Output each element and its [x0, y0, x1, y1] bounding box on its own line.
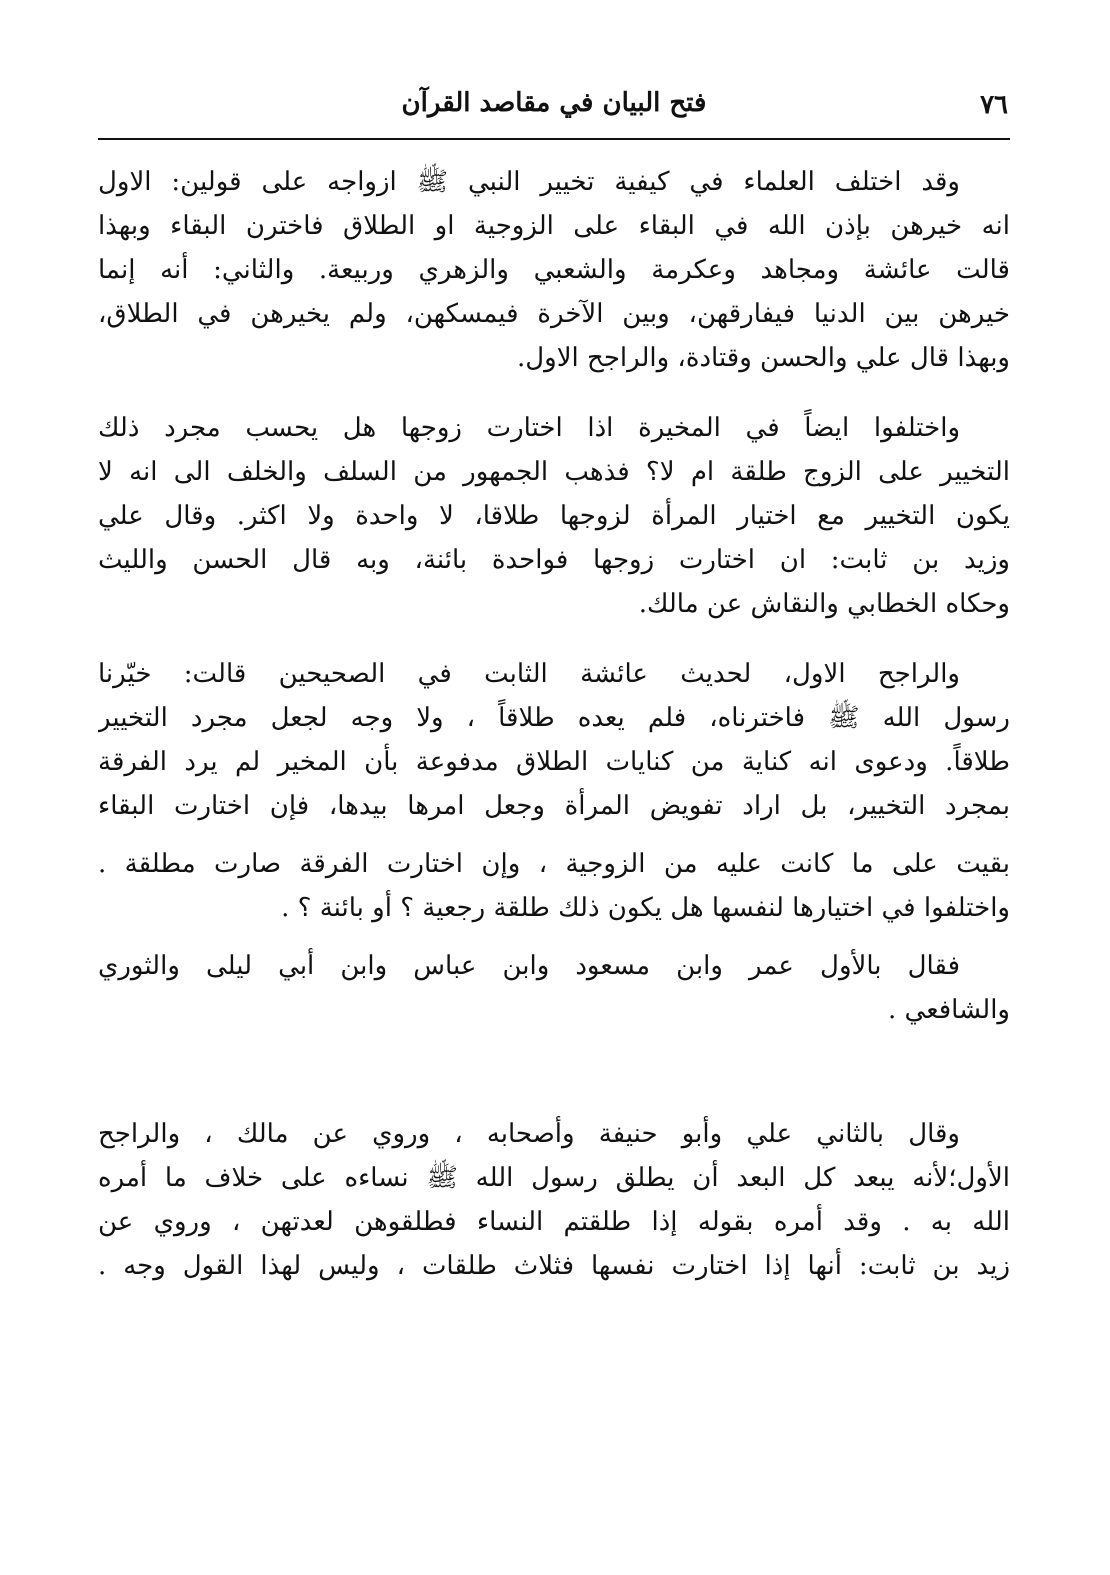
text-line: وزيد بن ثابت: ان اختارت زوجها فواحدة بائنة، وبه قال الحسن والليث — [98, 545, 1010, 575]
page-header — [98, 84, 1010, 134]
text-line: التخيير على الزوج طلقة ام لا؟ فذهب الجمهور من السلف والخلف الى انه لا — [98, 457, 1010, 487]
page-number: ٧٦ — [980, 90, 1008, 120]
text-line: وقال بالثاني علي وأبو حنيفة وأصحابه ، وروي عن مالك ، والراجح — [98, 1119, 960, 1149]
paragraph-4 — [98, 842, 1010, 930]
paragraph-3 — [98, 652, 1010, 828]
text-line: وبهذا قال علي والحسن وقتادة، والراجح الاول. — [517, 343, 1010, 373]
text-line: زيد بن ثابت: أنها إذا اختارت نفسها فثلاث طلقات ، وليس لهذا القول وجه . — [98, 1251, 1010, 1281]
text-line: يكون التخيير مع اختيار المرأة لزوجها طلاقا، لا واحدة ولا اكثر. وقال علي — [98, 501, 1010, 531]
paragraph-1 — [98, 160, 1010, 380]
text-line: فقال بالأول عمر وابن مسعود وابن عباس وابن أبي ليلى والثوري — [98, 951, 960, 981]
text-line: الله به . وقد أمره بقوله إذا طلقتم النساء فطلقوهن لعدتهن ، وروي عن — [98, 1207, 1010, 1237]
text-line: واختلفوا ايضاً في المخيرة اذا اختارت زوجها هل يحسب مجرد ذلك — [98, 413, 960, 443]
text-line: انه خيرهن بإذن الله في البقاء على الزوجية او الطلاق فاخترن البقاء وبهذا — [98, 211, 1010, 241]
text-line: خيرهن بين الدنيا فيفارقهن، وبين الآخرة فيمسكهن، ولم يخيرهن في الطلاق، — [98, 299, 1010, 329]
text-line: واختلفوا في اختيارها لنفسها هل يكون ذلك طلقة رجعية ؟ أو بائنة ؟ . — [281, 893, 1010, 923]
text-line: والشافعي . — [888, 995, 1010, 1025]
text-line: وحكاه الخطابي والنقاش عن مالك. — [638, 589, 1010, 619]
text-line: بمجرد التخيير، بل اراد تفويض المرأة وجعل امرها بيدها، فإن اختارت البقاء — [98, 791, 1010, 821]
paragraph-2 — [98, 406, 1010, 626]
text-line: وقد اختلف العلماء في كيفية تخيير النبي ﷺ ازواجه على قولين: الاول — [98, 167, 960, 197]
paragraph-gap — [98, 828, 1010, 842]
paragraph-gap — [98, 626, 1010, 652]
text-line: رسول الله ﷺ فاخترناه، فلم يعده طلاقاً ، ولا وجه لجعل مجرد التخيير — [98, 703, 1010, 733]
paragraph-6 — [98, 1112, 1010, 1288]
paragraph-gap — [98, 380, 1010, 406]
paragraph-gap — [98, 930, 1010, 944]
text-line: قالت عائشة ومجاهد وعكرمة والشعبي والزهري وربيعة. والثاني: أنه إنما — [98, 255, 1010, 285]
running-title: فتح البيان في مقاصد القرآن — [401, 88, 707, 118]
paragraph-gap — [98, 1032, 1010, 1112]
header-rule — [98, 138, 1010, 140]
body-text — [98, 160, 1010, 1288]
text-line: بقيت على ما كانت عليه من الزوجية ، وإن اختارت الفرقة صارت مطلقة . — [98, 849, 1010, 879]
text-line: والراجح الاول، لحديث عائشة الثابت في الصحيحين قالت: خيّرنا — [98, 659, 960, 689]
paragraph-5 — [98, 944, 1010, 1032]
text-line: الأول؛لأنه يبعد كل البعد أن يطلق رسول الله ﷺ نساءه على خلاف ما أمره — [98, 1163, 1010, 1193]
text-line: طلاقاً. ودعوى انه كناية من كنايات الطلاق مدفوعة بأن المخير لم يرد الفرقة — [98, 747, 1010, 777]
